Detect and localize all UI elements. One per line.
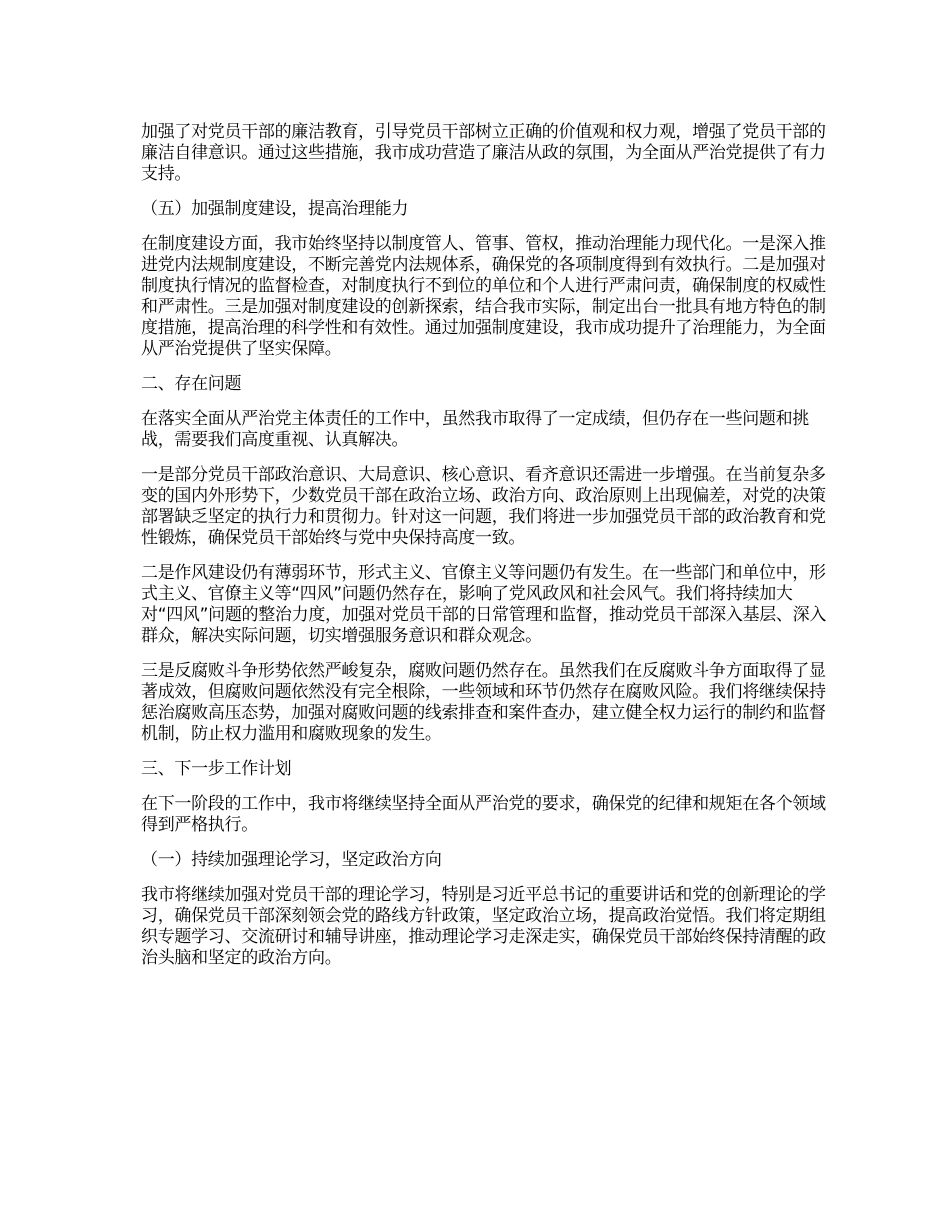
paragraph-problem-3: 三是反腐败斗争形势依然严峻复杂，腐败问题仍然存在。虽然我们在反腐败斗争方面取得了显著成效，但腐败问题依然没有完全根除，一些领域和环节仍然存在腐败风险。我们将继续保持惩治腐败高压态势，加强对腐败问题的线索排查和案件查办，建立健全权力运行的制约和监督机制，防止权力滥用和腐败现象的发生。 xyxy=(141,661,826,744)
paragraph-institution-building: 在制度建设方面，我市始终坚持以制度管人、管事、管权，推动治理能力现代化。一是深入推进党内法规制度建设，不断完善党内法规体系，确保党的各项制度得到有效执行。二是加强对制度执行情况的监督检查，对制度执行不到位的单位和个人进行严肃问责，确保制度的权威性和严肃性。三是加强对制度建设的创新探索，结合我市实际，制定出台一批具有地方特色的制度措施，提高治理的科学性和有效性。通过加强制度建设，我市成功提升了治理能力，为全面从严治党提供了坚实保障。 xyxy=(141,234,826,359)
section-heading-5: （五）加强制度建设，提高治理能力 xyxy=(141,199,409,219)
section-heading-plan-1: （一）持续加强理论学习，坚定政治方向 xyxy=(141,850,442,870)
paragraph-problem-2: 二是作风建设仍有薄弱环节，形式主义、官僚主义等问题仍有发生。在一些部门和单位中，形式主义、官僚主义等“四风”问题仍然存在，影响了党风政风和社会风气。我们将持续加大对“四风”问题的整治力度，加强对党员干部的日常管理和监督，推动党员干部深入基层、深入群众，解决实际问题，切实增强服务意识和群众观念。 xyxy=(141,563,827,646)
paragraph-problem-1: 一是部分党员干部政治意识、大局意识、核心意识、看齐意识还需进一步增强。在当前复杂多变的国内外形势下，少数党员干部在政治立场、政治方向、政治原则上出现偏差，对党的决策部署缺乏坚定的执行力和贯彻力。针对这一问题，我们将进一步加强党员干部的政治教育和党性锻炼，确保党员干部始终与党中央保持高度一致。 xyxy=(141,465,826,548)
document-body xyxy=(141,122,831,983)
paragraph-plan-1: 我市将继续加强对党员干部的理论学习，特别是习近平总书记的重要讲话和党的创新理论的学习，确保党员干部深刻领会党的路线方针政策，坚定政治立场，提高政治觉悟。我们将定期组织专题学习、交流研讨和辅导讲座，推动理论学习走深走实，确保党员干部始终保持清醒的政治头脑和坚定的政治方向。 xyxy=(141,885,826,968)
paragraph-problems-intro: 在落实全面从严治党主体责任的工作中，虽然我市取得了一定成绩，但仍存在一些问题和挑战，需要我们高度重视、认真解决。 xyxy=(141,409,809,450)
paragraph-intro: 加强了对党员干部的廉洁教育，引导党员干部树立正确的价值观和权力观，增强了党员干部的廉洁自律意识。通过这些措施，我市成功营造了廉洁从政的氛围，为全面从严治党提供了有力支持。 xyxy=(141,122,826,184)
section-heading-problems: 二、存在问题 xyxy=(141,374,242,394)
section-heading-next-plan: 三、下一步工作计划 xyxy=(141,759,292,779)
paragraph-plan-intro: 在下一阶段的工作中，我市将继续坚持全面从严治党的要求，确保党的纪律和规矩在各个领域得到严格执行。 xyxy=(141,794,826,835)
